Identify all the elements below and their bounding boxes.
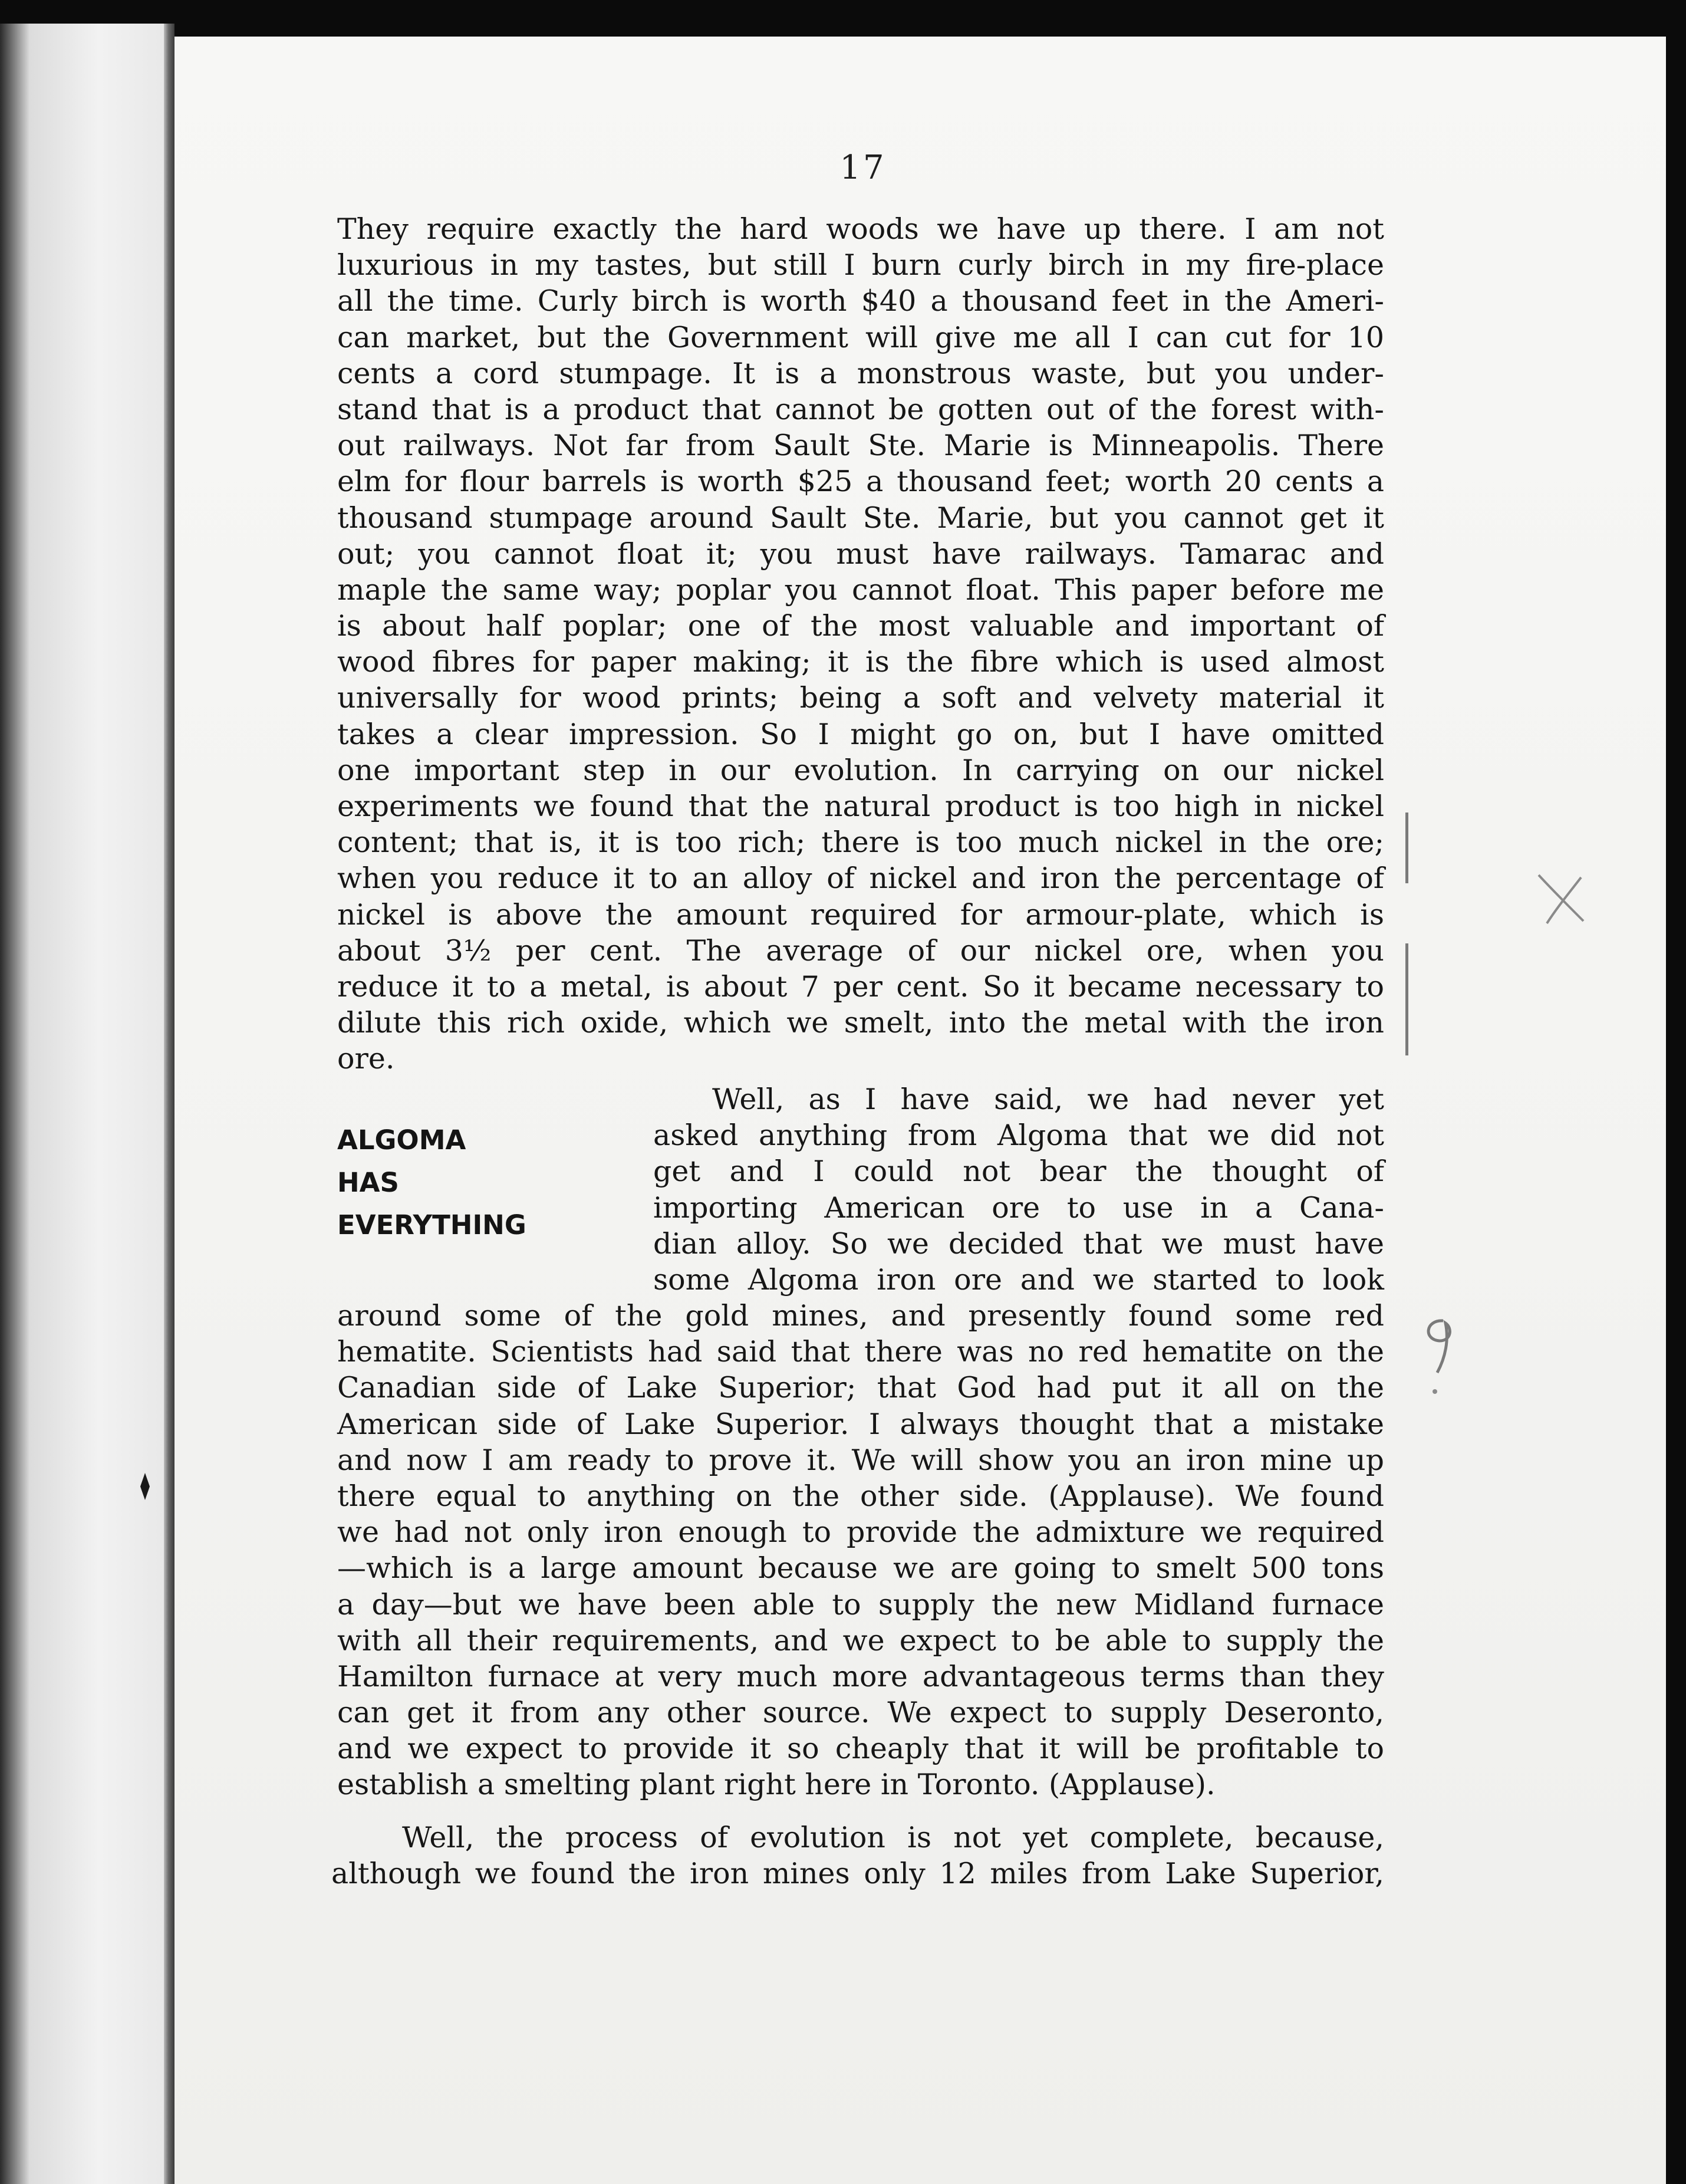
text-line: a day—but we have been able to supply the new Midland furnace — [337, 1587, 1384, 1621]
text-line: when you reduce it to an alloy of nickel and iron the percentage of — [337, 861, 1384, 896]
text-line: Well, as I have said, we had never yet — [712, 1083, 1384, 1116]
sidenote-heading — [337, 1119, 549, 1246]
text-line: content; that is, it is too rich; there is too much nickel in the ore; — [337, 825, 1384, 860]
text-line: dian alloy. So we decided that we must have — [653, 1226, 1384, 1261]
text-line: luxurious in my tastes, but still I burn curly birch in my fire-place — [337, 248, 1384, 282]
text-line: They require exactly the hard woods we have up there. I am not — [337, 212, 1384, 246]
paragraph-2-beside-sidenote — [653, 1081, 1384, 1298]
text-line: universally for wood prints; being a soft and velvety material it — [337, 681, 1384, 715]
pencil-x-mark — [1534, 871, 1587, 926]
text-line: get and I could not bear the thought of — [653, 1155, 1384, 1189]
margin-line-mark — [1405, 943, 1408, 1055]
paragraph-3 — [331, 1820, 1384, 1892]
text-line: maple the same way; poplar you cannot float. This paper before me — [337, 573, 1384, 607]
text-line: can get it from any other source. We expect to supply Deseronto, — [337, 1696, 1384, 1730]
text-line: establish a smelting plant right here in Toronto. (Applause). — [337, 1768, 1216, 1802]
sidenote-line: ALGOMA — [337, 1124, 466, 1156]
text-line: with all their requirements, and we expect to be able to supply the — [337, 1623, 1384, 1657]
text-line: wood fibres for paper making; it is the fibre which is used almost — [337, 645, 1384, 679]
text-line: we had not only iron enough to provide the admixture we required — [337, 1515, 1384, 1550]
text-line: can market, but the Government will give me all I can cut for 10 — [337, 320, 1384, 354]
text-line: out; you cannot float it; you must have railways. Tamarac and — [337, 537, 1384, 571]
text-line: Hamilton furnace at very much more advantageous terms than they — [337, 1659, 1384, 1693]
text-line: all the time. Curly birch is worth $40 a thousand feet in the Ameri- — [337, 284, 1384, 318]
text-line: out railways. Not far from Sault Ste. Marie is Minneapolis. There — [337, 429, 1384, 463]
text-line: —which is a large amount because we are going to smelt 500 tons — [337, 1551, 1384, 1586]
page-number: 17 — [839, 149, 887, 187]
text-line: there equal to anything on the other side. (Applause). We found — [337, 1479, 1384, 1513]
text-line: takes a clear impression. So I might go on, but I have omitted — [337, 717, 1384, 751]
text-line: thousand stumpage around Sault Ste. Marie, but you cannot get it — [337, 501, 1384, 535]
binding-pin-mark — [139, 1473, 151, 1500]
text-line: although we found the iron mines only 12 miles from Lake Superior, — [331, 1857, 1384, 1891]
text-line: American side of Lake Superior. I always thought that a mistake — [337, 1407, 1384, 1441]
text-line: experiments we found that the natural product is too high in nickel — [337, 790, 1384, 823]
text-line: hematite. Scientists had said that there was no red hematite on the — [337, 1335, 1384, 1369]
margin-line-mark — [1405, 813, 1408, 883]
facing-page-edge — [0, 24, 165, 2184]
text-line: is about half poplar; one of the most valuable and important of — [337, 609, 1384, 643]
book-gutter — [164, 24, 174, 2184]
text-line: and now I am ready to prove it. We will show you an iron mine up — [337, 1443, 1384, 1477]
sidenote-line: EVERYTHING — [337, 1209, 526, 1241]
text-line: reduce it to a metal, is about 7 per cent. So it became necessary to — [337, 969, 1384, 1004]
text-line: stand that is a product that cannot be gotten out of the forest with- — [337, 392, 1384, 426]
pencil-numeral-mark — [1420, 1316, 1461, 1399]
text-line: ore. — [337, 1042, 395, 1076]
text-line: asked anything from Algoma that we did not — [653, 1119, 1384, 1153]
text-line: Well, the process of evolution is not yet complete, because, — [402, 1821, 1384, 1854]
text-line: and we expect to provide it so cheaply that it will be profitable to — [337, 1732, 1384, 1766]
text-line: cents a cord stumpage. It is a monstrous waste, but you under- — [337, 356, 1384, 390]
text-line: about 3½ per cent. The average of our nickel ore, when you — [337, 933, 1384, 968]
sidenote-line: HAS — [337, 1167, 399, 1198]
text-line: Canadian side of Lake Superior; that God had put it all on the — [337, 1371, 1384, 1405]
text-line: importing American ore to use in a Cana- — [653, 1190, 1384, 1225]
text-line: around some of the gold mines, and presently found some red — [337, 1299, 1384, 1333]
text-line: one important step in our evolution. In carrying on our nickel — [337, 753, 1384, 787]
paragraph-1 — [337, 211, 1384, 1077]
text-line: some Algoma iron ore and we started to look — [653, 1262, 1384, 1297]
text-line: nickel is above the amount required for armour-plate, which is — [337, 897, 1384, 932]
text-line: elm for flour barrels is worth $25 a thousand feet; worth 20 cents a — [337, 465, 1384, 499]
text-line: dilute this rich oxide, which we smelt, into the metal with the iron — [337, 1006, 1384, 1040]
paragraph-2 — [337, 1298, 1384, 1803]
